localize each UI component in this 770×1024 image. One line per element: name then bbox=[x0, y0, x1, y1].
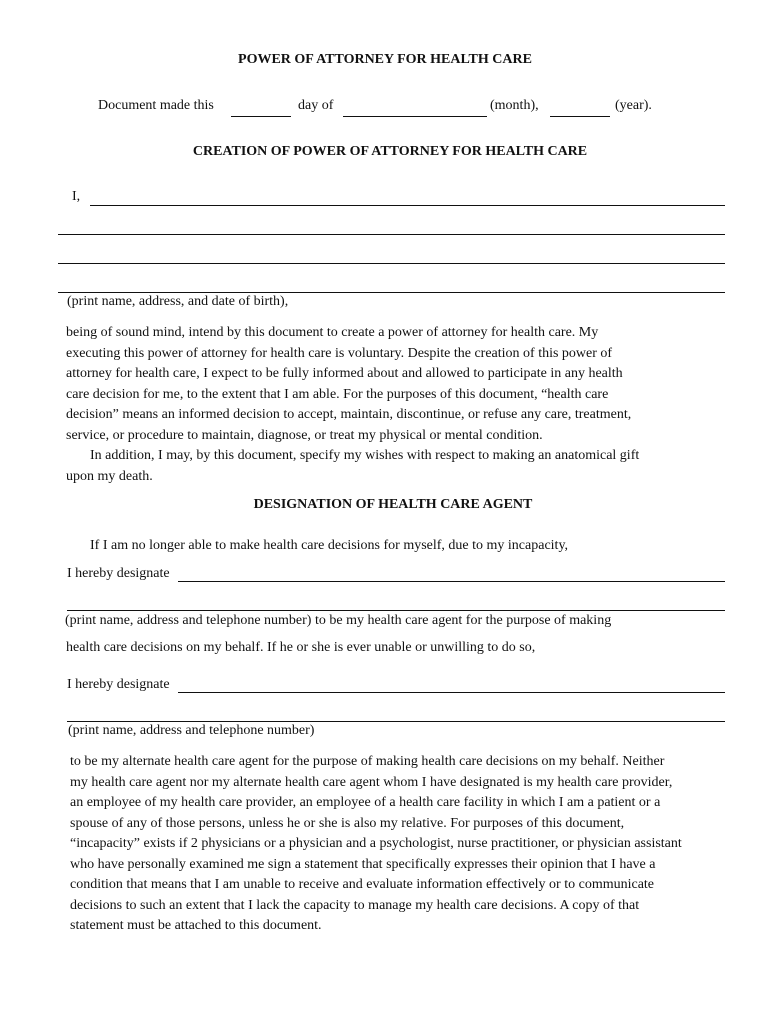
day-field[interactable] bbox=[231, 116, 291, 117]
print-name-hint: (print name, address, and date of birth), bbox=[67, 294, 289, 309]
day-of-label: day of bbox=[298, 98, 334, 113]
agent-hint-2: health care decisions on my behalf. If he or she is ever unable or unwilling to do so, bbox=[66, 640, 536, 655]
designate-label-alternate: I hereby designate bbox=[67, 677, 170, 692]
creation-paragraph bbox=[66, 323, 736, 487]
alternate-agent-paragraph bbox=[70, 752, 750, 937]
creation-line: executing this power of attorney for health care is voluntary. Despite the creation of this power of bbox=[66, 345, 613, 361]
incapacity-intro: If I am no longer able to make health care decisions for myself, due to my incapacity, bbox=[90, 538, 569, 553]
agent-name-field[interactable] bbox=[178, 581, 725, 582]
year-label: (year). bbox=[615, 98, 652, 113]
creation-line: being of sound mind, intend by this document to create a power of attorney for health care. My bbox=[66, 325, 599, 340]
alternate-line: “incapacity” exists if 2 physicians or a physician and a psychologist, nurse practitioner, or physician assistant bbox=[70, 836, 682, 851]
creation-line: service, or procedure to maintain, diagnose, or treat my physical or mental condition. bbox=[66, 427, 543, 443]
i-label: I, bbox=[72, 189, 81, 204]
made-this-label: Document made this bbox=[98, 98, 214, 113]
principal-address-field[interactable] bbox=[58, 234, 725, 235]
designate-label: I hereby designate bbox=[67, 566, 170, 581]
alternate-line: who have personally examined me sign a statement that specifically expresses their opinion that I have a bbox=[70, 856, 656, 872]
month-label: (month), bbox=[490, 98, 539, 113]
alternate-line: to be my alternate health care agent for the purpose of making health care decisions on my behalf. Neither bbox=[70, 754, 665, 769]
alternate-line: an employee of my health care provider, an employee of a health care facility in which I am a patient or a bbox=[70, 795, 661, 810]
principal-address-field-2[interactable] bbox=[58, 263, 725, 264]
agent-address-field[interactable] bbox=[67, 610, 725, 611]
alternate-agent-address-field[interactable] bbox=[67, 721, 725, 722]
designation-heading: DESIGNATION OF HEALTH CARE AGENT bbox=[253, 497, 533, 512]
creation-heading: CREATION OF POWER OF ATTORNEY FOR HEALTH CARE bbox=[192, 144, 588, 159]
anatomical-gift-line: upon my death. bbox=[66, 468, 153, 484]
anatomical-gift-line: In addition, I may, by this document, specify my wishes with respect to making an anatomical gift bbox=[90, 448, 640, 463]
alternate-line: condition that means that I am unable to receive and evaluate information effectively or to communicate bbox=[70, 877, 655, 892]
year-field[interactable] bbox=[550, 116, 610, 117]
principal-dob-field[interactable] bbox=[58, 292, 725, 293]
creation-line: attorney for health care, I expect to be fully informed about and allowed to participate in any health bbox=[66, 366, 623, 381]
alternate-line: decisions to such an extent that I lack the capacity to manage my health care decisions. A copy of that bbox=[70, 897, 640, 913]
month-field[interactable] bbox=[343, 116, 487, 117]
agent-hint: (print name, address and telephone number) to be my health care agent for the purpose of making bbox=[65, 613, 612, 628]
principal-name-field[interactable] bbox=[90, 205, 725, 206]
creation-line: decision” means an informed decision to accept, maintain, discontinue, or refuse any care, treatment, bbox=[66, 407, 632, 422]
alternate-line: my health care agent nor my alternate health care agent whom I have designated is my health care provider, bbox=[70, 774, 673, 790]
alternate-line: statement must be attached to this document. bbox=[70, 918, 322, 933]
alternate-agent-hint: (print name, address and telephone number) bbox=[68, 723, 315, 738]
alternate-line: spouse of any of those persons, unless he or she is also my relative. For purposes of this document, bbox=[70, 815, 625, 831]
document-title: POWER OF ATTORNEY FOR HEALTH CARE bbox=[238, 52, 532, 67]
creation-line: care decision for me, to the extent that I am able. For the purposes of this document, “health care bbox=[66, 386, 609, 402]
alternate-agent-name-field[interactable] bbox=[178, 692, 725, 693]
